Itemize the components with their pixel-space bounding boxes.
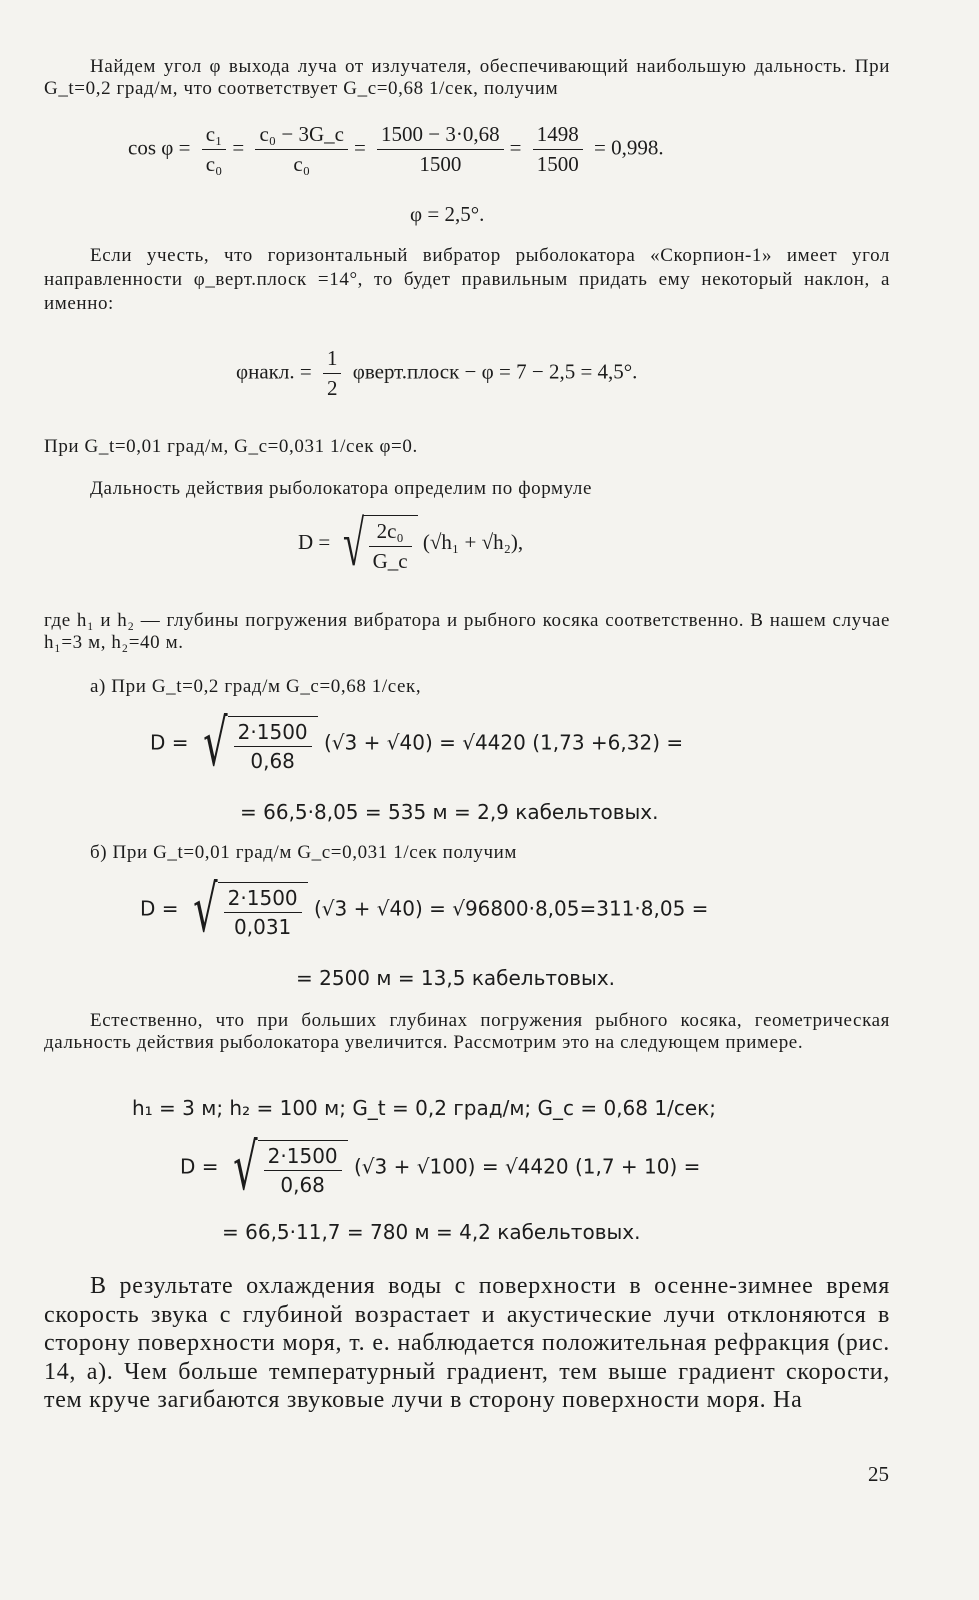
radical-sign: √	[233, 1131, 258, 1205]
frac-num: 2·1500	[234, 720, 312, 747]
case-a-equation: D = √ $\frac{2\cdot 1500}{0,68}$ (√3 + √40) = √4420 (1,73 +6,32) =	[150, 707, 684, 781]
radical-sign: √	[193, 873, 218, 947]
frac-den: c₀	[293, 152, 311, 176]
nakl-rhs: φверт.плоск − φ = 7 − 2,5 = 4,5°.	[352, 359, 638, 384]
example-parameters: h₁ = 3 м; h₂ = 100 м; G_t = 0,2 град/м; G_c = 0,68 1/сек;	[132, 1096, 716, 1120]
case-a-result: = 66,5·8,05 = 535 м = 2,9 кабельтовых.	[240, 800, 659, 824]
frac-num: 2c₀	[369, 519, 412, 547]
range-lhs: D =	[298, 529, 331, 554]
frac-den: 2	[326, 376, 338, 400]
frac-num: 2·1500	[224, 886, 302, 913]
frac-num: c₁	[202, 122, 227, 150]
paragraph-1: Найдем угол φ выхода луча от излучателя, обеспечивающий наибольшую дальность. При G_t=0,2 град/м, что соответствует G_c=0,68 1/сек, получим	[44, 56, 890, 99]
paragraph-4: Дальность действия рыболокатора определим по формуле	[90, 478, 593, 499]
phi-result: φ = 2,5°.	[410, 202, 485, 226]
frac-den: 0,68	[280, 1172, 325, 1197]
frac-den: 1500	[419, 152, 462, 176]
range-rhs: (√h₁ + √h₂),	[422, 529, 524, 554]
radical-sign: √	[342, 508, 364, 579]
frac-num: c₀ − 3G_c	[255, 122, 347, 150]
case-c-result: = 66,5·11,7 = 780 м = 4,2 кабельтовых.	[222, 1220, 641, 1244]
case-c-rhs: (√3 + √100) = √4420 (1,7 + 10) =	[354, 1154, 701, 1179]
frac-den: c₀	[205, 152, 223, 176]
case-a-rhs: (√3 + √40) = √4420 (1,73 +6,32) =	[324, 730, 684, 755]
case-b-label: б) При G_t=0,01 град/м G_c=0,031 1/сек получим	[90, 842, 518, 863]
range-formula	[298, 508, 524, 579]
case-b-equation: D = √ $\frac{2\cdot 1500}{0,031}$ (√3 + √40) = √96800·8,05=311·8,05 =	[140, 873, 709, 947]
page-number: 25	[868, 1462, 889, 1486]
case-b-rhs: (√3 + √40) = √96800·8,05=311·8,05 =	[314, 896, 709, 921]
paragraph-2: Если учесть, что горизонтальный вибратор рыболокатора «Скорпион-1» имеет угол направленности φ_верт.плоск =14°, то будет правильным придать ему некоторый наклон, а именно:	[44, 245, 890, 314]
paragraph-5: где h₁ и h₂ — глубины погружения вибратора и рыбного косяка соответственно. В нашем случае h₁=3 м, h₂=40 м.	[44, 610, 890, 653]
frac-den: 0,031	[234, 914, 292, 939]
frac-num: 1500 − 3·0,68	[377, 122, 504, 150]
frac-den: 1500	[536, 152, 579, 176]
frac-den: G_c	[372, 548, 408, 573]
cos-lhs: cos φ =	[128, 135, 191, 160]
radical-sign: √	[203, 707, 228, 781]
paragraph-8: В результате охлаждения воды с поверхности в осенне-зимнее время скорость звука с глубиной возрастает и акустические лучи отклоняются в сторону поверхности моря, т. е. наблюдается положительная рефракция (рис. 14, а). Чем больше температурный градиент, тем выше градиент скорости, тем круче загибаются звуковые лучи в сторону поверхности моря. На	[44, 1273, 890, 1413]
nakl-equation	[236, 346, 637, 401]
frac-num: 2·1500	[264, 1144, 342, 1171]
nakl-lhs: φнакл. =	[236, 359, 312, 384]
cos-equation: cos φ = $\frac{\text{c₁}}{\text{c₀}}$ = $\frac{\text{c₀ − 3G\_c}}{\text{c₀}}$ = $\frac{1500 - 3\cdot 0,68}{1500}$ = $\frac{1498}{1500}$ = 0,998.	[128, 122, 664, 176]
paragraph-7: Естественно, что при больших глубинах погружения рыбного косяка, геометрическая дальность действия рыболокатора увеличится. Рассмотрим это на следующем примере.	[44, 1010, 890, 1053]
case-a-label: а) При G_t=0,2 град/м G_c=0,68 1/сек,	[90, 676, 422, 697]
frac-num: 1	[323, 346, 342, 374]
frac-den: 0,68	[250, 748, 295, 773]
paragraph-3: При G_t=0,01 град/м, G_c=0,031 1/сек φ=0.	[44, 436, 418, 457]
case-b-result: = 2500 м = 13,5 кабельтовых.	[296, 966, 616, 990]
cos-result: = 0,998.	[593, 135, 664, 160]
frac-num: 1498	[533, 122, 583, 150]
case-c-equation: D = √ $\frac{2\cdot 1500}{0,68}$ (√3 + √100) = √4420 (1,7 + 10) =	[180, 1131, 701, 1205]
